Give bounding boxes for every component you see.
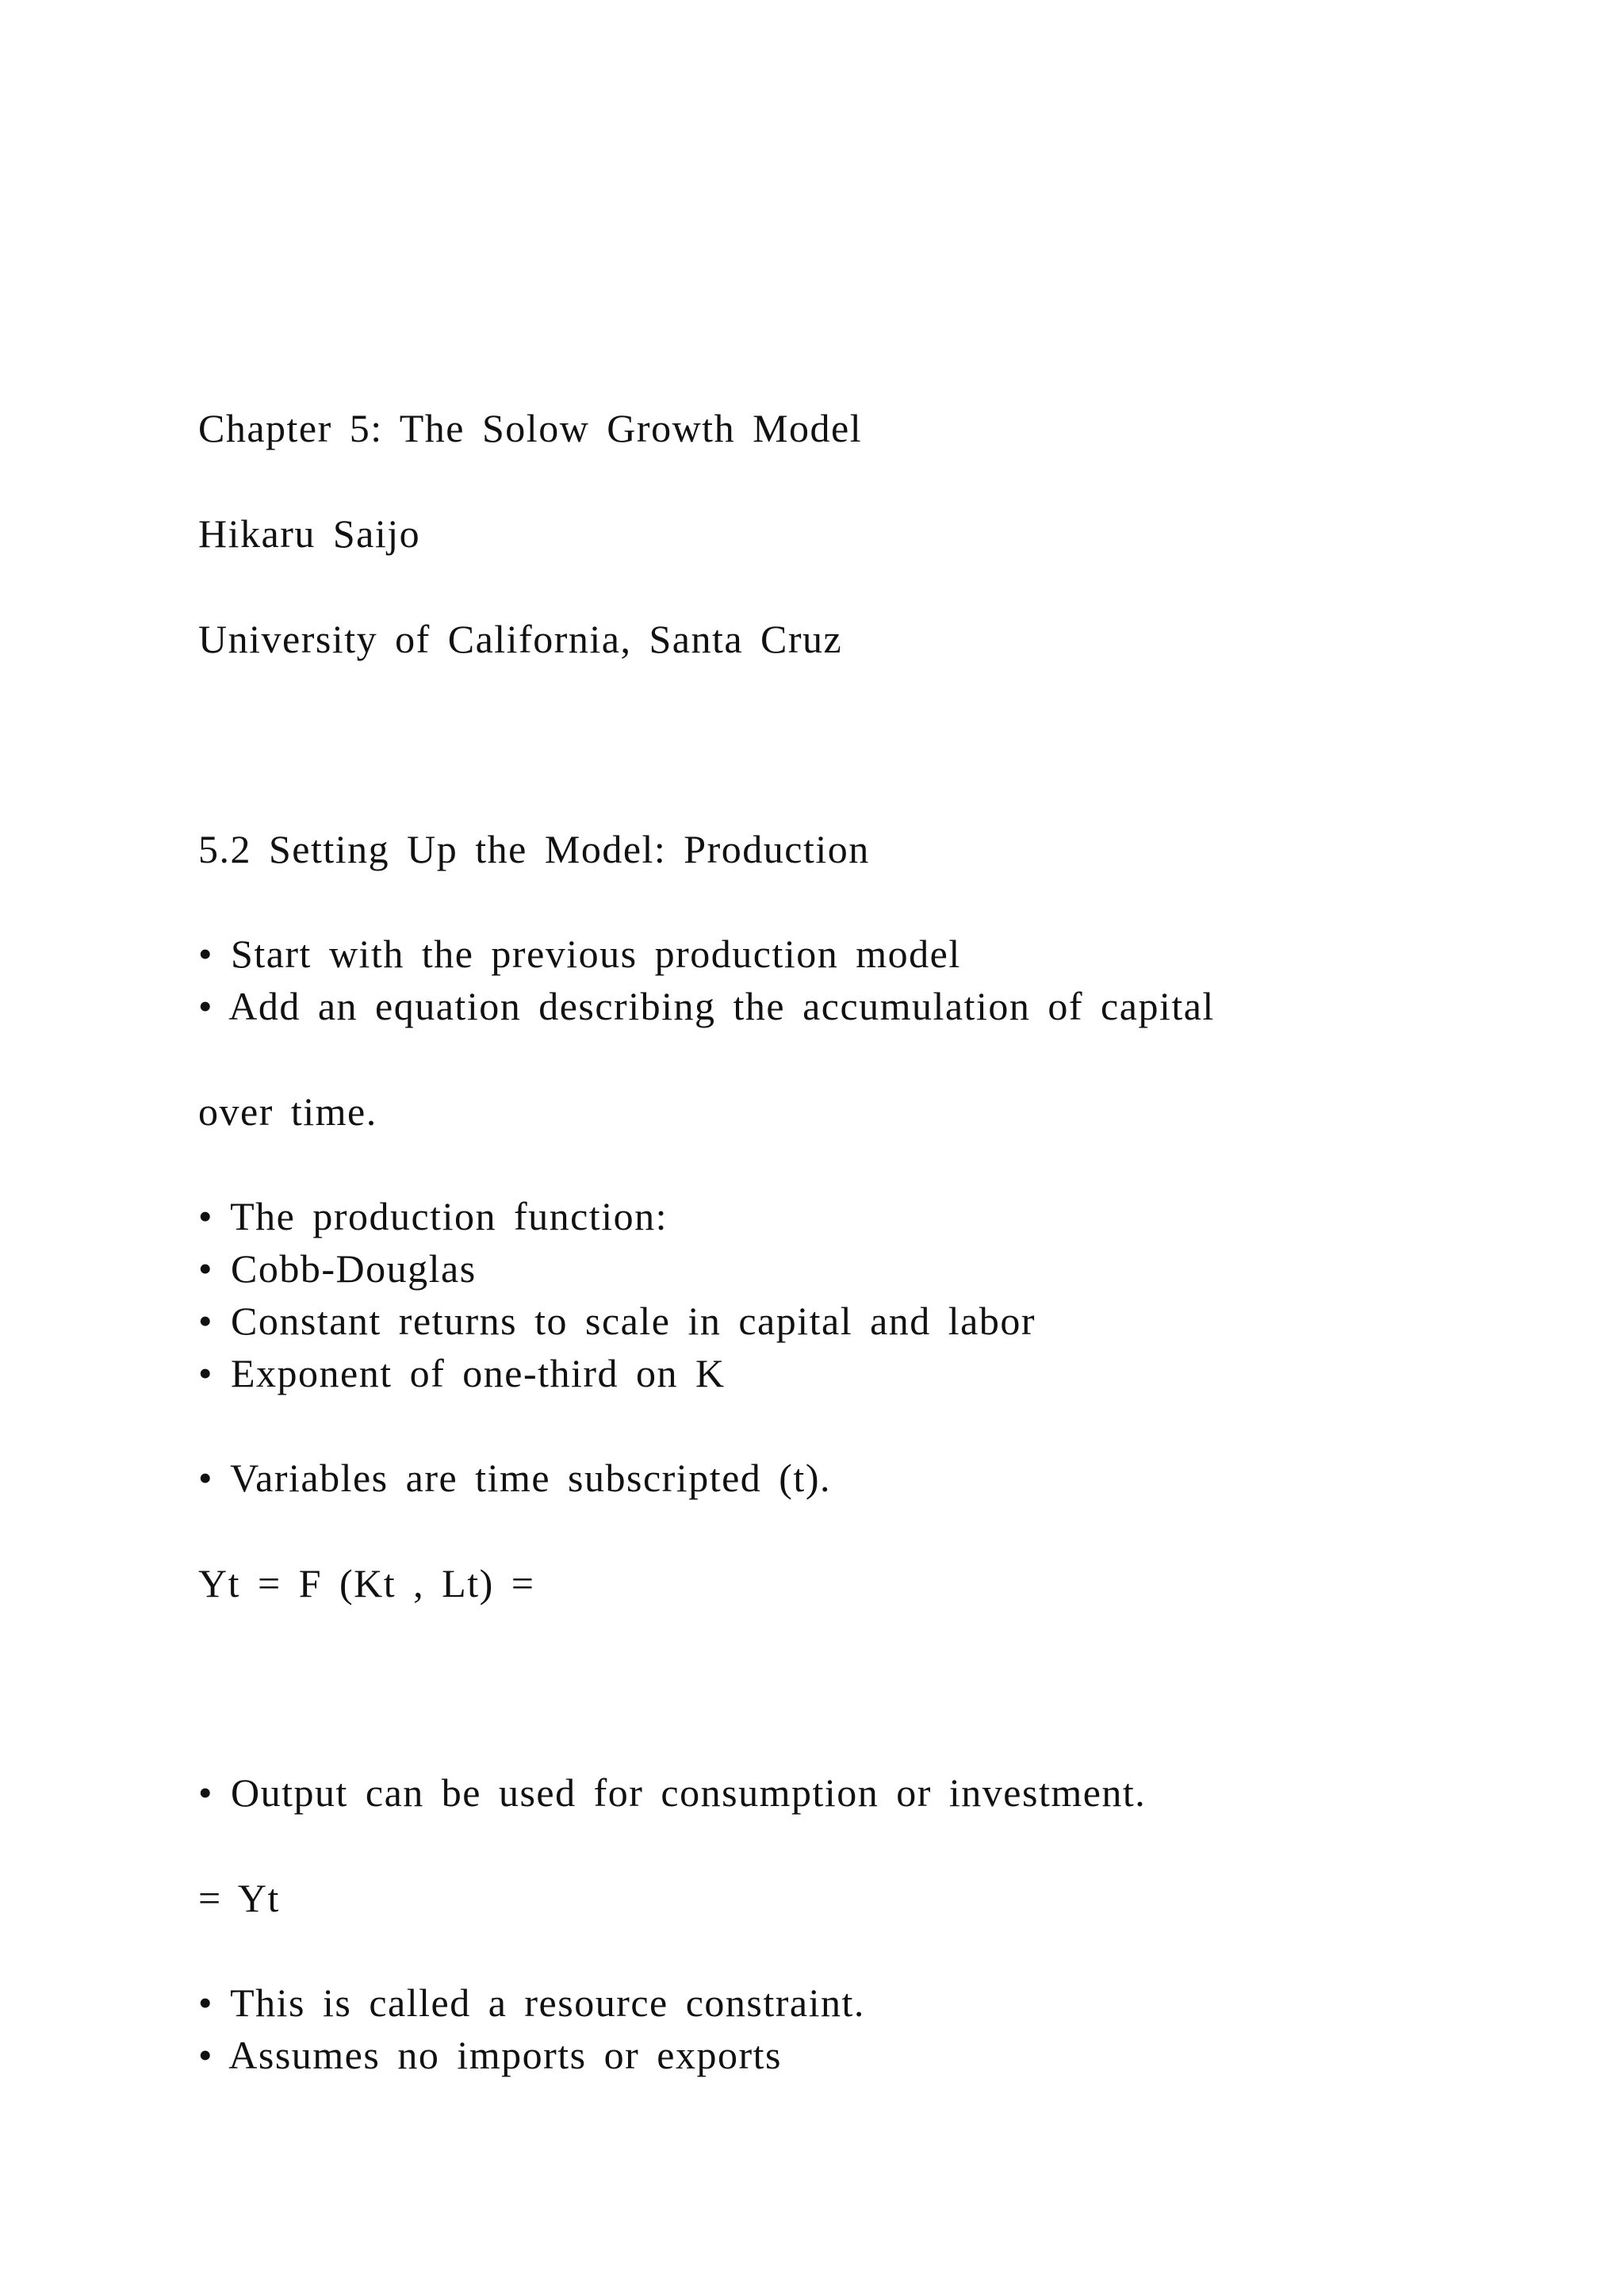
author-name: Hikaru Saijo (198, 511, 421, 556)
bullet-no-trade: • Assumes no imports or exports (198, 2033, 782, 2077)
bullet-time-subscript: • Variables are time subscripted (t). (198, 1456, 831, 1500)
bullet-previous-model: • Start with the previous production model (198, 932, 961, 976)
bullet-resource-constraint: • This is called a resource constraint. (198, 1980, 865, 2025)
bullet-production-function: • The production function: (198, 1194, 668, 1238)
bullet-constant-returns: • Constant returns to scale in capital and labor (198, 1299, 1036, 1343)
chapter-title: Chapter 5: The Solow Growth Model (198, 406, 863, 450)
bullet-exponent: • Exponent of one-third on K (198, 1351, 726, 1395)
bullet-cobb-douglas: • Cobb-Douglas (198, 1246, 477, 1291)
bullet-continuation: over time. (198, 1089, 377, 1134)
bullet-output-use: • Output can be used for consumption or investment. (198, 1770, 1147, 1815)
section-heading: 5.2 Setting Up the Model: Production (198, 827, 870, 871)
production-equation: Yt = F (Kt , Lt) = (198, 1561, 535, 1605)
resource-equation: = Yt (198, 1876, 280, 1920)
bullet-capital-accumulation: • Add an equation describing the accumulation of capital (198, 984, 1215, 1028)
author-affiliation: University of California, Santa Cruz (198, 617, 843, 661)
